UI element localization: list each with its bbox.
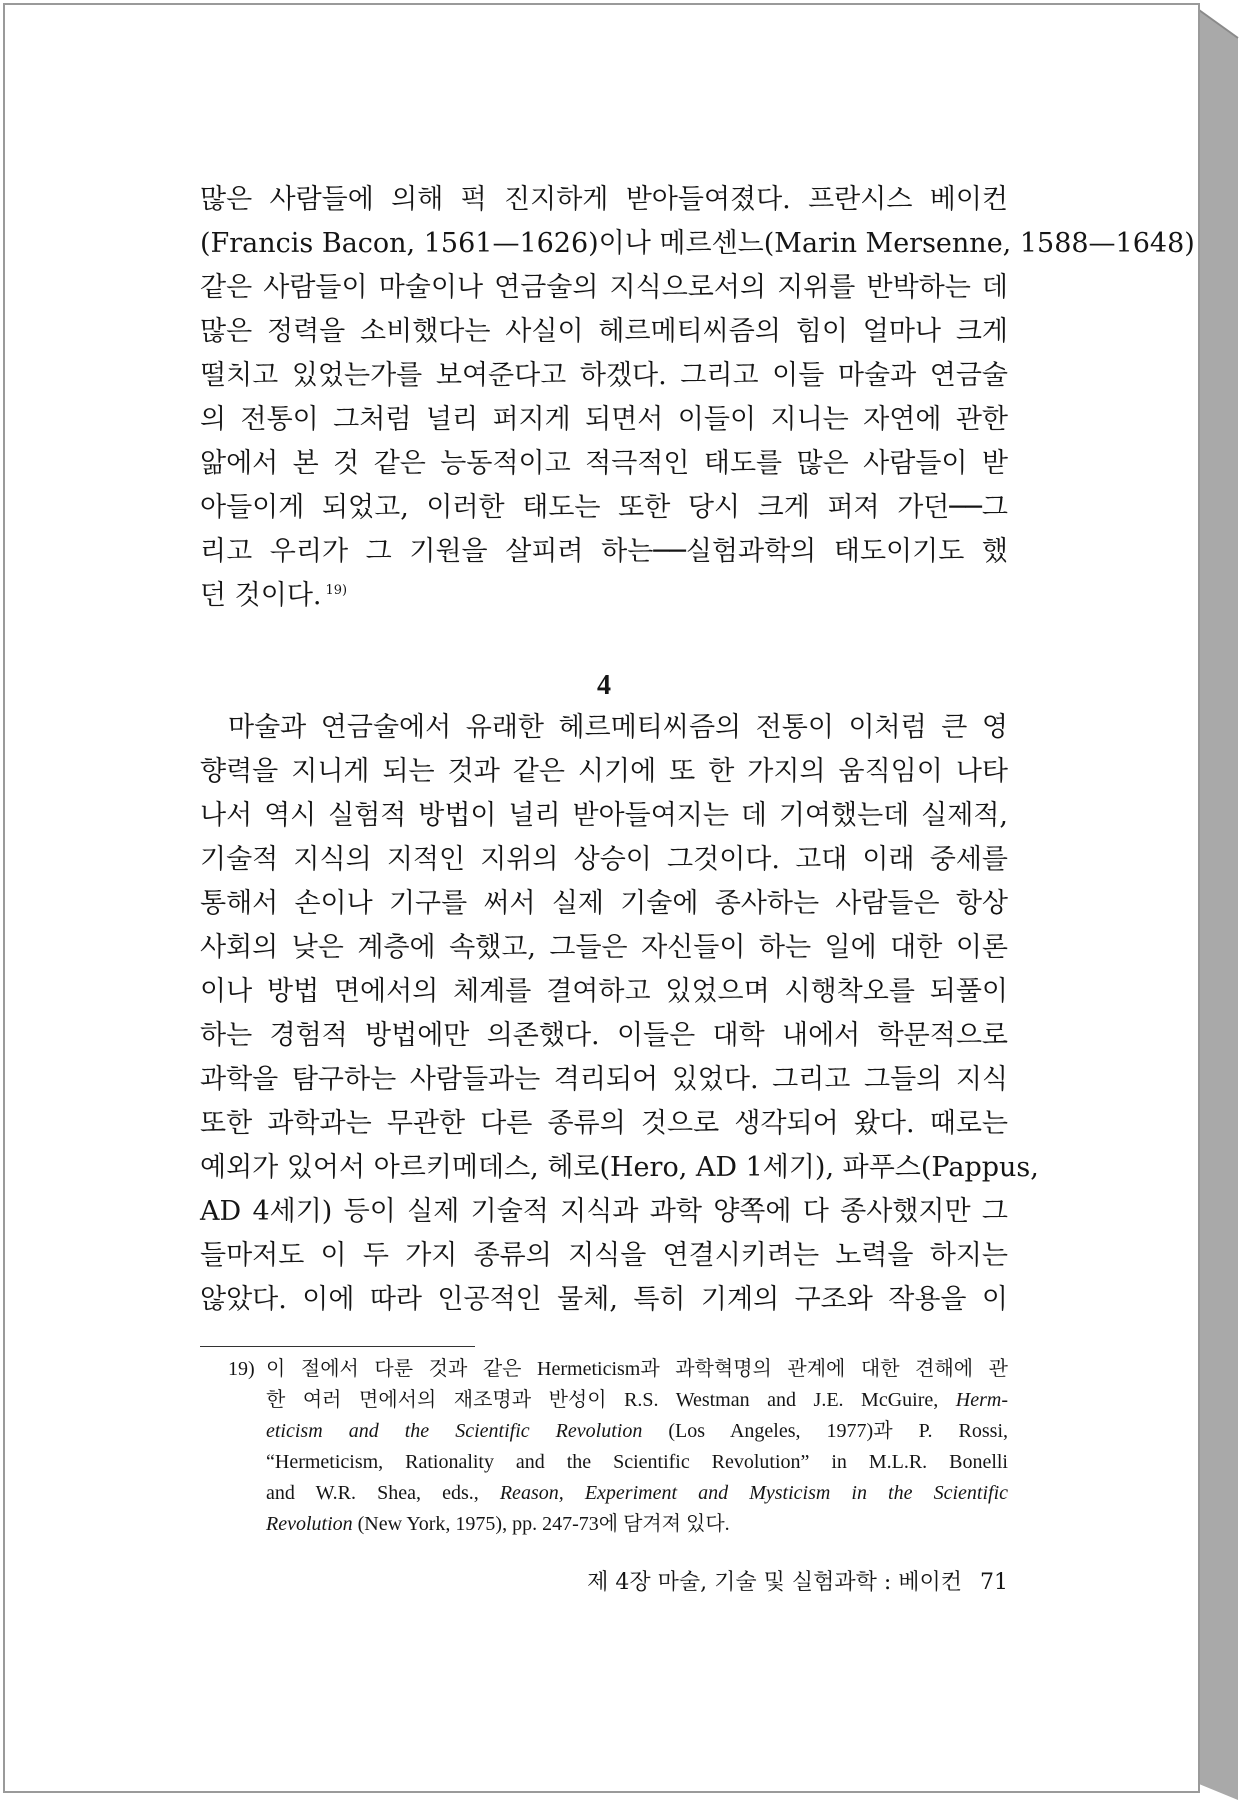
text-line-content: 던 것이다. (200, 580, 322, 611)
footnote-line: “Hermeticism, Rationality and the Scientific Revolution” in M.L.R. Bonelli (266, 1451, 1008, 1473)
text-line: (Francis Bacon, 1561—1626)이나 메르센느(Marin Mersenne, 1588—1648) (200, 228, 1195, 259)
text-line: 과학을 탐구하는 사람들과는 격리되어 있었다. 그리고 그들의 지식 (200, 1064, 1008, 1095)
footnote-number: 19) (228, 1358, 255, 1380)
footnote-text: and W.R. Shea, eds., (266, 1482, 500, 1504)
paragraph-continued (200, 178, 1195, 618)
running-footer (200, 1565, 1008, 1596)
page-number: 71 (980, 1570, 1008, 1595)
footnote-divider (200, 1346, 475, 1347)
footnote-text: 한 여러 면에서의 재조명과 반성이 R.S. Westman and J.E. McGuire, (266, 1389, 956, 1411)
footnote-line (228, 1478, 1008, 1509)
text-line: 예외가 있어서 아르키메데스, 헤로(Hero, AD 1세기), 파푸스(Pappus, (200, 1152, 1039, 1183)
paragraph (200, 706, 1039, 1322)
text-line: 들마저도 이 두 가지 종류의 지식을 연결시키려는 노력을 하지는 (200, 1240, 1008, 1271)
text-line: 리고 우리가 그 기원을 살피려 하는──실험과학의 태도이기도 했 (200, 536, 1008, 567)
text-line: 많은 사람들에 의해 퍽 진지하게 받아들여졌다. 프란시스 베이컨 (200, 184, 1008, 215)
footnote-italic: eticism and the Scientific Revolution (266, 1420, 643, 1442)
text-line: AD 4세기) 등이 실제 기술적 지식과 과학 양쪽에 다 종사했지만 그 (200, 1196, 1008, 1227)
text-line: 또한 과학과는 무관한 다른 종류의 것으로 생각되어 왔다. 때로는 (200, 1108, 1008, 1139)
text-line: 이나 방법 면에서의 체계를 결여하고 있었으며 시행착오를 되풀이 (200, 976, 1008, 1007)
text-line: 향력을 지니게 되는 것과 같은 시기에 또 한 가지의 움직임이 나타 (200, 756, 1008, 787)
text-line: 마술과 연금술에서 유래한 헤르메티씨즘의 전통이 이처럼 큰 영 (228, 712, 1008, 743)
footnote (228, 1354, 1008, 1540)
footnote-line (228, 1354, 1008, 1385)
text-line: 아들이게 되었고, 이러한 태도는 또한 당시 크게 퍼져 가던──그 (200, 492, 1008, 523)
footnote-line (228, 1416, 1008, 1447)
footnote-italic: Herm- (955, 1389, 1008, 1411)
text-line: 나서 역시 실험적 방법이 널리 받아들여지는 데 기여했는데 실제적, (200, 800, 1008, 831)
page-body (200, 178, 1195, 1595)
text-line: 기술적 지식의 지적인 지위의 상승이 그것이다. 고대 이래 중세를 (200, 844, 1008, 875)
footnote-text: (Los Angeles, 1977)과 P. Rossi, (642, 1420, 1008, 1442)
text-line: 같은 사람들이 마술이나 연금술의 지식으로서의 지위를 반박하는 데 (200, 272, 1008, 303)
footnote-line (228, 1385, 1008, 1416)
text-line: 통해서 손이나 기구를 써서 실제 기술에 종사하는 사람들은 항상 (200, 888, 1008, 919)
text-line: 사회의 낮은 계층에 속했고, 그들은 자신들이 하는 일에 대한 이론 (200, 932, 1008, 963)
text-line: 떨치고 있었는가를 보여준다고 하겠다. 그리고 이들 마술과 연금술 (200, 360, 1008, 391)
footnote-text: 이 절에서 다룬 것과 같은 Hermeticism과 과학혁명의 관계에 대한 견해에 관 (266, 1358, 1008, 1380)
footnote-italic: Reason, Experiment and Mysticism in the Scientific (499, 1482, 1009, 1504)
text-line: 하는 경험적 방법에만 의존했다. 이들은 대학 내에서 학문적으로 (200, 1020, 1008, 1051)
text-line: 의 전통이 그처럼 널리 퍼지게 되면서 이들이 지니는 자연에 관한 (200, 404, 1008, 435)
footnote-line (228, 1509, 1008, 1540)
text-line: 않았다. 이에 따라 인공적인 물체, 특히 기계의 구조와 작용을 이 (200, 1284, 1008, 1315)
section-number: 4 (597, 670, 611, 701)
running-title: 제 4장 마술, 기술 및 실험과학 : 베이컨 (587, 1570, 962, 1595)
footnote-italic: Revolution (266, 1513, 353, 1535)
text-line: 많은 정력을 소비했다는 사실이 헤르메티씨즘의 힘이 얼마나 크게 (200, 316, 1008, 347)
text-line-last (200, 574, 1008, 618)
footnote-reference: 19) (325, 583, 348, 598)
text-line: 앎에서 본 것 같은 능동적이고 적극적인 태도를 많은 사람들이 받 (200, 448, 1008, 479)
footnote-text: (New York, 1975), pp. 247-73에 담겨져 있다. (352, 1513, 730, 1535)
